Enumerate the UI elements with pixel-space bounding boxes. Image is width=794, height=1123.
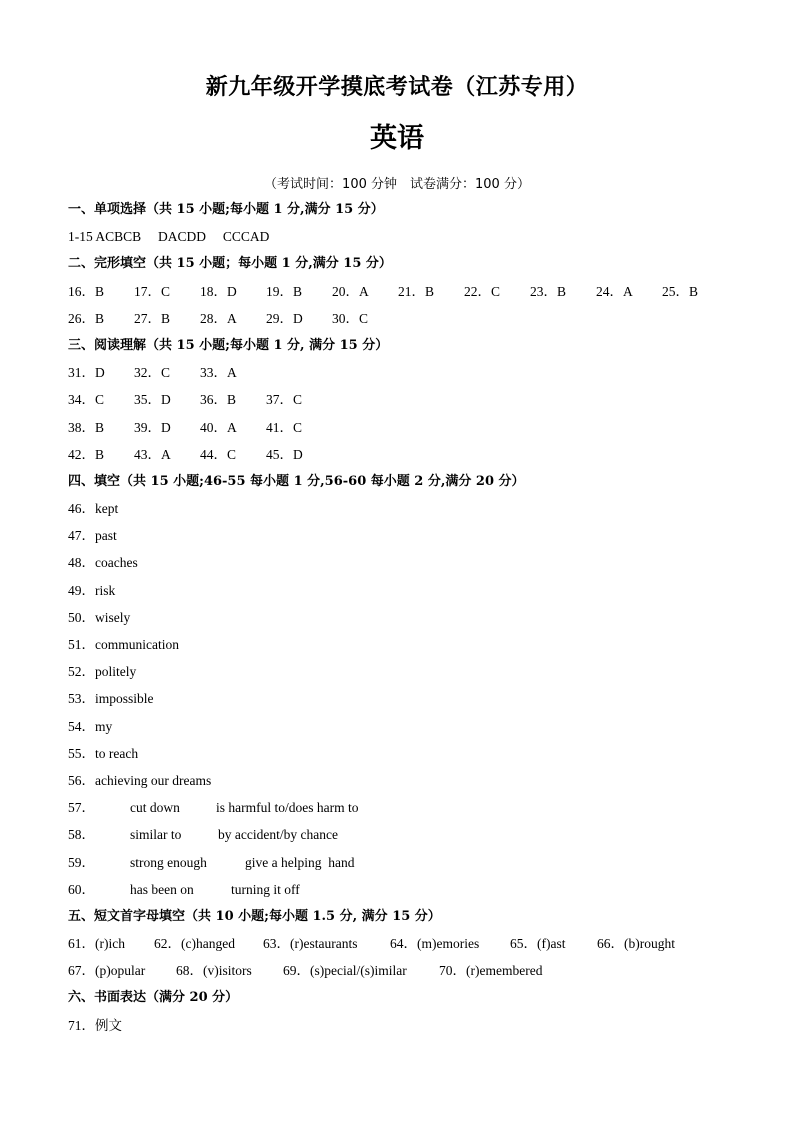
answer-53: 53．impossible [68,691,154,707]
answer-number: 59． [68,854,95,870]
answer-33: 33．A [200,365,237,381]
answer-36: 36．B [200,392,237,408]
answer-67: 67．(p)opular [68,963,146,979]
section-2-row-1 [68,278,768,305]
exam-info: （考试时间：100 分钟 试卷满分：100 分） [264,177,530,192]
answer-59 [68,849,768,876]
section-3-row-1 [68,359,768,386]
section-5-row-2 [68,957,768,984]
answer-69: 69．(s)pecial/(s)imilar [283,963,407,979]
answer-28: 28．A [200,310,237,326]
answer-43: 43．A [134,446,171,462]
answer-23: 23．B [530,283,567,299]
answer-17: 17．C [134,283,171,299]
answer-45: 45．D [266,446,303,462]
answer-31: 31．D [68,365,105,381]
subject-title: 英语 [370,123,424,154]
answer-blank-1: has been on [130,881,194,897]
answer-58 [68,821,768,848]
answer-39: 39．D [134,419,171,435]
section-3-heading: 三、阅读理解（共 15 小题;每小题 1 分, 满分 15 分） [68,337,389,353]
section-3-row-4 [68,441,768,468]
answer-44: 44．C [200,446,237,462]
answer-52: 52．politely [68,664,137,680]
answer-41: 41．C [266,419,303,435]
answer-30: 30．C [332,310,369,326]
answer-62: 62．(c)hanged [154,936,235,952]
answer-19: 19．B [266,283,303,299]
answer-46: 46．kept [68,501,119,517]
section-3-row-3 [68,414,768,441]
answer-66: 66．(b)rought [597,936,675,952]
answer-29: 29．D [266,310,303,326]
answer-60 [68,876,768,903]
answer-55: 55．to reach [68,745,139,761]
answer-blank-2: give a helping hand [245,854,355,870]
answer-37: 37．C [266,392,303,408]
answer-32: 32．C [134,365,171,381]
answer-71: 71．例文 [68,1017,122,1033]
answer-49: 49．risk [68,582,116,598]
answer-56: 56．achieving our dreams [68,772,212,788]
answer-47: 47．past [68,528,117,544]
answer-number: 58． [68,827,95,843]
section-2-heading: 二、完形填空（共 15 小题；每小题 1 分,满分 15 分） [68,256,392,272]
answer-16: 16．B [68,283,105,299]
section-1-answers: 1-15 ACBCB DACDD CCCAD [68,229,270,245]
answer-63: 63．(r)estaurants [263,936,358,952]
answer-number: 57． [68,800,95,816]
answer-25: 25．B [662,283,699,299]
section-1-heading: 一、单项选择（共 15 小题;每小题 1 分,满分 15 分） [68,202,384,217]
answer-20: 20．A [332,283,369,299]
answer-40: 40．A [200,419,237,435]
section-2-row-2 [68,305,768,332]
section-4-heading: 四、填空（共 15 小题;46-55 每小题 1 分,56-60 每小题 2 分,满分 20 分） [68,473,525,489]
answer-blank-1: strong enough [130,854,207,870]
answer-54: 54．my [68,718,113,734]
answer-64: 64．(m)emories [390,936,480,952]
section-6-heading: 六、书面表达（满分 20 分） [68,990,239,1006]
answer-70: 70．(r)emembered [439,963,543,979]
answer-35: 35．D [134,392,171,408]
answer-48: 48．coaches [68,555,138,571]
section-5-heading: 五、短文首字母填空（共 10 小题;每小题 1.5 分, 满分 15 分） [68,908,441,924]
answer-18: 18．D [200,283,237,299]
answer-51: 51．communication [68,637,179,652]
answer-blank-2: turning it off [231,881,300,897]
answer-27: 27．B [134,310,171,326]
answer-blank-1: similar to [130,827,182,843]
answer-22: 22．C [464,283,501,299]
answer-68: 68．(v)isitors [176,963,252,979]
section-5-row-1 [68,930,768,957]
answer-blank-1: cut down [130,800,180,816]
answer-key [68,196,768,1039]
section-3-row-2 [68,386,768,413]
answer-65: 65．(f)ast [510,936,566,952]
answer-34: 34．C [68,392,105,408]
document-title: 新九年级开学摸底考试卷（江苏专用） [205,74,589,100]
answer-61: 61．(r)ich [68,936,125,952]
answer-38: 38．B [68,419,105,435]
answer-42: 42．B [68,446,105,462]
answer-blank-2: is harmful to/does harm to [216,800,359,816]
answer-26: 26．B [68,310,105,326]
answer-number: 60． [68,881,95,897]
answer-blank-2: by accident/by chance [218,827,338,843]
answer-50: 50．wisely [68,609,131,625]
answer-21: 21．B [398,283,435,299]
answer-24: 24．A [596,283,633,299]
answer-57 [68,794,768,821]
